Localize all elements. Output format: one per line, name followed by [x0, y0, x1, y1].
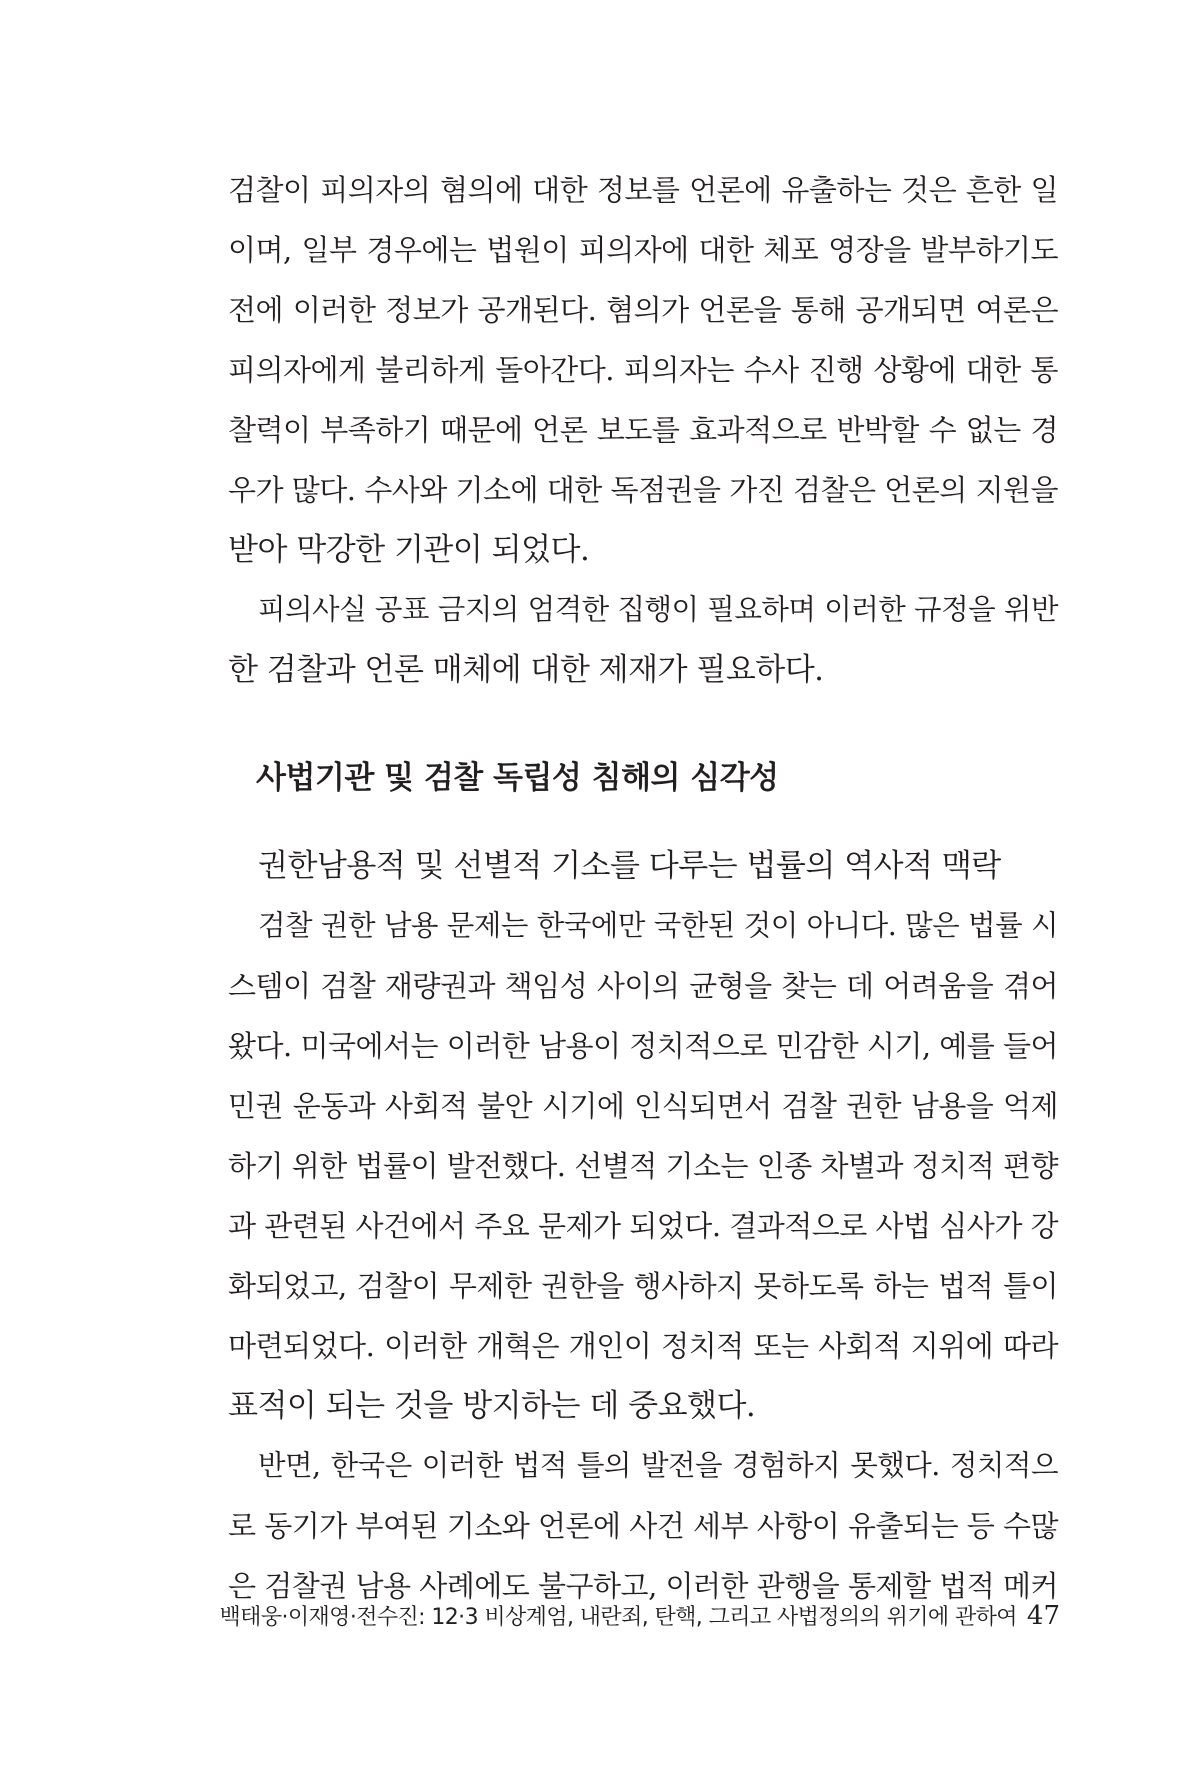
page-number: 47: [1026, 1601, 1060, 1631]
paragraph-1: [228, 160, 1058, 580]
paragraph-line: 검찰이 피의자의 혐의에 대한 정보를 언론에 유출하는 것은 흔한 일: [228, 173, 1058, 207]
paragraph-2: [228, 580, 1058, 700]
paragraph-line: 스템이 검찰 재량권과 책임성 사이의 균형을 찾는 데 어려움을 겪어: [228, 969, 1058, 1003]
paragraph-line: 로 동기가 부여된 기소와 언론에 사건 세부 사항이 유출되는 등 수많: [228, 1509, 1059, 1543]
paragraph-line: 피의사실 공표 금지의 엄격한 집행이 필요하며 이러한 규정을 위반: [258, 593, 1058, 626]
paragraph-line: 한 검찰과 언론 매체에 대한 제재가 필요하다.: [228, 652, 824, 688]
paragraph-line: 검찰 권한 남용 문제는 한국에만 국한된 것이 아니다. 많은 법률 시: [258, 909, 1058, 942]
paragraph-line: 표적이 되는 것을 방지하는 데 중요했다.: [228, 1388, 756, 1424]
paragraph-line: 이며, 일부 경우에는 법원이 피의자에 대한 체포 영장을 발부하기도: [228, 233, 1058, 267]
paragraph-subheading: [228, 836, 1058, 896]
paragraph-line: 마련되었다. 이러한 개혁은 개인이 정치적 또는 사회적 지위에 따라: [228, 1329, 1058, 1363]
paragraph-line: 은 검찰권 남용 사례에도 불구하고, 이러한 관행을 통제할 법적 메커: [228, 1569, 1059, 1603]
section-heading: 사법기관 및 검찰 독립성 침해의 심각성: [256, 760, 779, 796]
page-footer: [0, 1600, 1060, 1631]
paragraph-line: 반면, 한국은 이러한 법적 틀의 발전을 경험하지 못했다. 정치적으: [258, 1449, 1058, 1482]
paragraph-line: 찰력이 부족하기 때문에 언론 보도를 효과적으로 반박할 수 없는 경: [228, 413, 1058, 447]
paragraph-line: 받아 막강한 기관이 되었다.: [228, 532, 590, 568]
paragraph-4: [228, 1436, 1058, 1616]
running-title: 백태웅·이재영·전수진: 12·3 비상계엄, 내란죄, 탄핵, 그리고 사법정의의 위기에 관하여: [219, 1605, 1017, 1630]
paragraph-3: [228, 896, 1058, 1436]
section-gap: [228, 700, 1058, 748]
paragraph-line: 화되었고, 검찰이 무제한 권한을 행사하지 못하도록 하는 법적 틀이: [228, 1269, 1058, 1303]
subheading: 권한남용적 및 선별적 기소를 다루는 법률의 역사적 맥락: [258, 848, 1001, 884]
paragraph-line: 왔다. 미국에서는 이러한 남용이 정치적으로 민감한 시기, 예를 들어: [228, 1029, 1059, 1063]
paragraph-line: 하기 위한 법률이 발전했다. 선별적 기소는 인종 차별과 정치적 편향: [228, 1149, 1059, 1183]
paragraph-line: 민권 운동과 사회적 불안 시기에 인식되면서 검찰 권한 남용을 억제: [228, 1089, 1058, 1123]
paragraph-line: 과 관련된 사건에서 주요 문제가 되었다. 결과적으로 사법 심사가 강: [228, 1209, 1059, 1243]
page-body: [228, 160, 1058, 1616]
paragraph-line: 우가 많다. 수사와 기소에 대한 독점권을 가진 검찰은 언론의 지원을: [228, 473, 1059, 507]
paragraph-line: 전에 이러한 정보가 공개된다. 혐의가 언론을 통해 공개되면 여론은: [228, 293, 1058, 327]
paragraph-line: 피의자에게 불리하게 돌아간다. 피의자는 수사 진행 상황에 대한 통: [228, 353, 1058, 387]
